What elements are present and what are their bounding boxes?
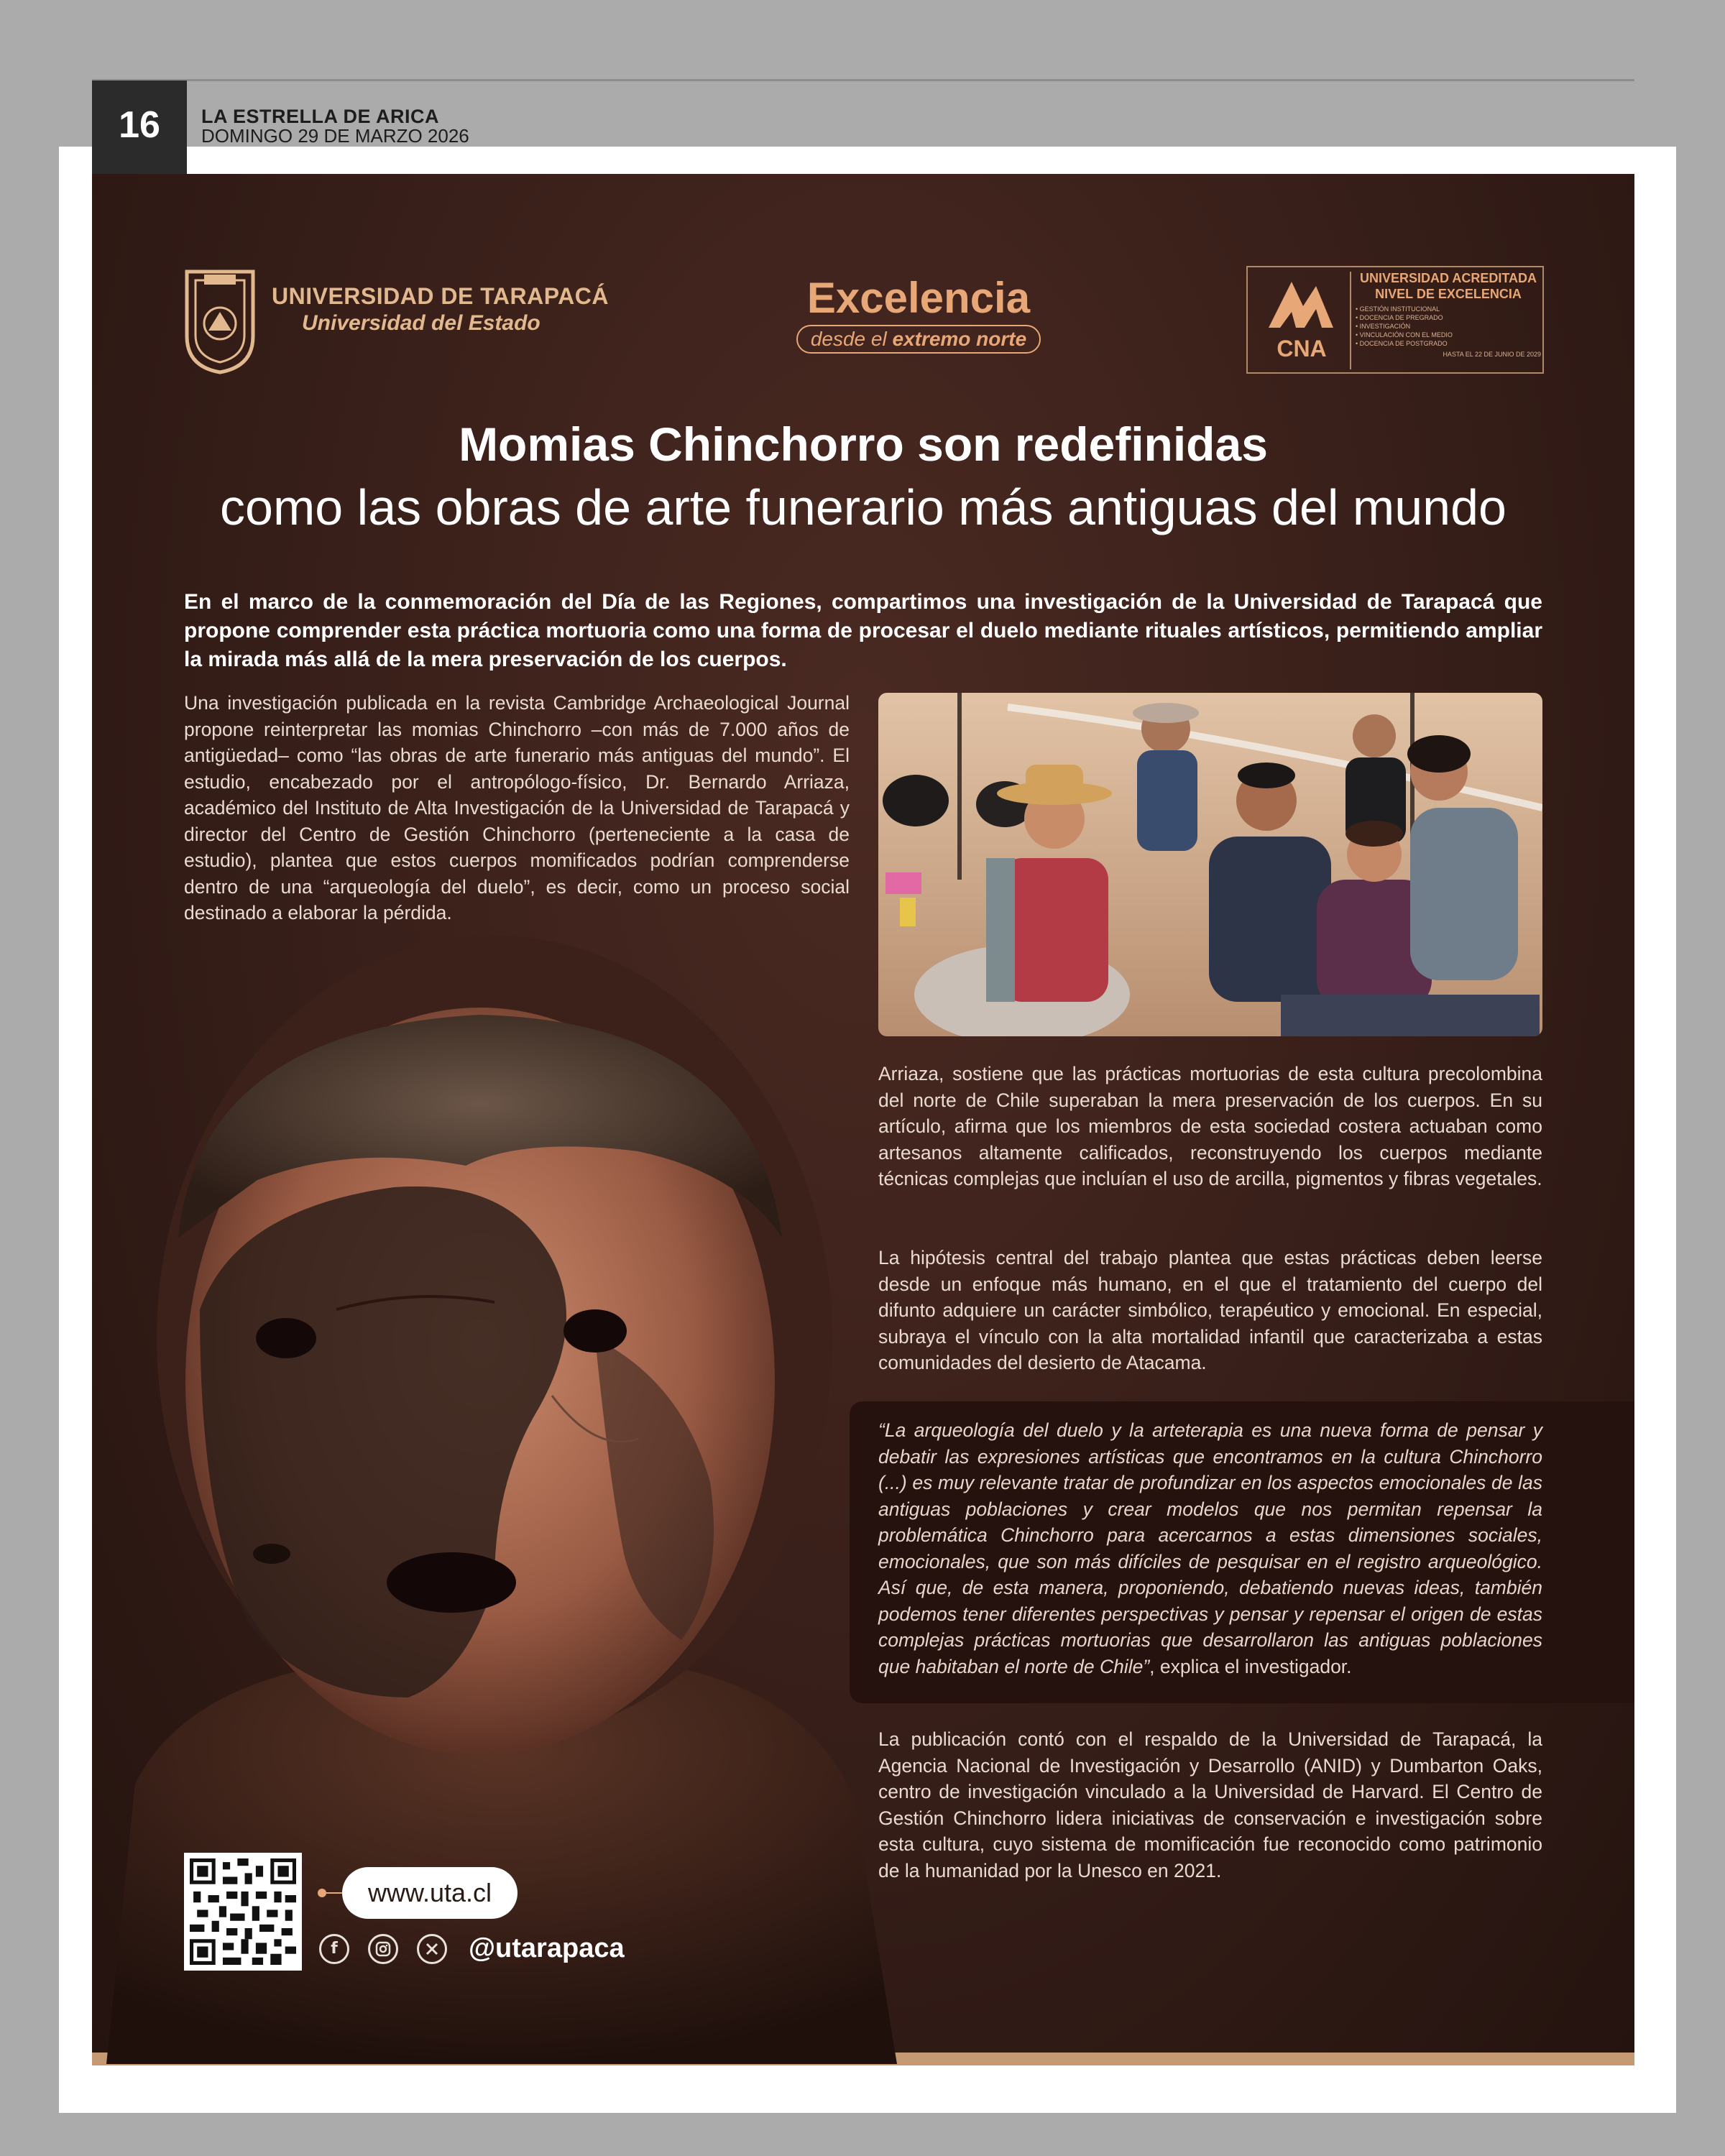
website-pointer-dot bbox=[318, 1889, 326, 1897]
qr-code-icon bbox=[190, 1858, 296, 1965]
accreditation-areas bbox=[1356, 305, 1541, 348]
university-wordmark bbox=[272, 283, 609, 336]
x-glyph-icon bbox=[425, 1942, 439, 1956]
quote-text: “La arqueología del duelo y la arteterapia es una nueva forma de pensar y debatir las expresiones artísticas que encontramos en la cultura Chinchorro (...) es muy relevante tratar de profundizar en los aspectos emocionales de las antiguas poblaciones y crear modelos que nos permitan repensar la problemática Chinchorro para acercarnos a estas dimensiones sociales, emocionales, que son más difíciles de pesquisar en el registro arqueológico. Así que, de esta manera, proponiendo, debatiendo nuevas ideas, también podemos tener diferentes perspectivas y pensar y repensar el origen de estas complejas prácticas mortuorias que desarrollaron las antiguas poblaciones que habitaban el norte de Chile” bbox=[878, 1419, 1542, 1677]
website-link[interactable]: www.uta.cl bbox=[342, 1867, 518, 1919]
page-number: 16 bbox=[92, 80, 187, 174]
instagram-glyph-icon bbox=[375, 1941, 391, 1957]
issue-date: DOMINGO 29 DE MARZO 2026 bbox=[201, 125, 469, 147]
cna-logo bbox=[1254, 272, 1351, 369]
newspaper-name: LA ESTRELLA DE ARICA bbox=[201, 106, 439, 127]
accreditation-area: • INVESTIGACIÓN bbox=[1356, 322, 1541, 331]
quote-attribution: , explica el investigador. bbox=[1149, 1655, 1352, 1677]
accreditation-until: HASTA EL 22 DE JUNIO DE 2029 bbox=[1443, 351, 1541, 358]
instagram-icon[interactable] bbox=[368, 1934, 398, 1964]
accreditation-area: • DOCENCIA DE PREGRADO bbox=[1356, 313, 1541, 322]
accreditation-area: • DOCENCIA DE POSTGRADO bbox=[1356, 339, 1541, 348]
accreditation-area: • VINCULACIÓN CON EL MEDIO bbox=[1356, 331, 1541, 339]
university-shield-logo bbox=[183, 267, 257, 375]
researcher-quote bbox=[878, 1417, 1542, 1680]
accreditation-badge bbox=[1246, 266, 1544, 374]
excellence-sub-emphasis: extremo norte bbox=[892, 328, 1027, 350]
body-paragraph-3: La hipótesis central del trabajo plantea que estas prácticas deben leerse desde un enfoque más humano, en el que el tratamiento del cuerpo del difunto adquiere un carácter simbólico, terapéutico y emocional. En especial, subraya el vínculo con la alta mortalidad infantil que caracterizaba a estas comunidades del desierto de Atacama. bbox=[878, 1247, 1542, 1373]
website-pointer-line bbox=[326, 1892, 342, 1894]
lead-paragraph: En el marco de la conmemoración del Día de las Regiones, compartimos una investigación de la Universidad de Tarapacá que propone comprender esta práctica mortuoria como una forma de procesar el duelo mediante rituales artísticos, permitiendo ampliar la mirada más allá de la mera preservación de los cuerpos. bbox=[184, 590, 1542, 671]
advertorial-panel bbox=[92, 174, 1634, 2064]
subheadline: como las obras de arte funerario más antiguas del mundo bbox=[220, 479, 1506, 535]
social-handle[interactable]: @utarapaca bbox=[469, 1933, 625, 1963]
page-header bbox=[201, 106, 469, 145]
quote-box bbox=[850, 1401, 1634, 1703]
excellence-title: Excelencia bbox=[806, 274, 1031, 322]
excellence-sub-prefix: desde el bbox=[810, 328, 887, 350]
university-name: UNIVERSIDAD DE TARAPACÁ bbox=[272, 283, 609, 309]
excellence-badge bbox=[789, 275, 1048, 354]
accreditation-title-1: UNIVERSIDAD ACREDITADA bbox=[1359, 271, 1537, 285]
x-icon[interactable] bbox=[417, 1934, 447, 1964]
social-links bbox=[319, 1933, 625, 1964]
body-paragraph-2: Arriaza, sostiene que las prácticas mortuorias de esta cultura precolombina del norte de Chile superaban la mera preservación de los cuerpos. En su artículo, afirma que los miembros de esta sociedad costera actuaban como artesanos altamente calificados, reconstruyendo los cuerpos mediante técnicas complejas que incluían el uso de arcilla, pigmentos y fibras vegetales. bbox=[878, 1063, 1542, 1189]
accreditation-title-2: NIVEL DE EXCELENCIA bbox=[1375, 287, 1522, 301]
excellence-subtitle bbox=[796, 325, 1041, 354]
body-paragraph-1: Una investigación publicada en la revista Cambridge Archaeological Journal propone reinterpretar las momias Chinchorro –con más de 7.000 años de antigüedad– como “las obras de arte funerario más antiguas del mundo”. El estudio, encabezado por el antropólogo-físico, Dr. Bernardo Arriaza, académico del Instituto de Alta Investigación de la Universidad de Tarapacá y director del Centro de Gestión Chinchorro (perteneciente a la casa de estudio), plantea que estos cuerpos momificados podrían comprenderse dentro de una “arqueología del duelo”, es decir, como un proceso social destinado a elaborar la pérdida. bbox=[184, 692, 850, 923]
research-team-photo bbox=[878, 693, 1542, 1036]
cna-mark-icon bbox=[1259, 272, 1345, 336]
body-paragraph-4: La publicación contó con el respaldo de la Universidad de Tarapacá, la Agencia Nacional de Investigación y Desarrollo (ANID) y Dumbarton Oaks, centro de investigación vinculado a la Universidad de Harvard. El Centro de Gestión Chinchorro lidera iniciativas de conservación e investigación sobre esta cultura, cuyo sistema de momificación fue reconocido como patrimonio de la humanidad por la Unesco en 2021. bbox=[878, 1728, 1542, 1881]
accreditation-details bbox=[1356, 270, 1541, 358]
qr-code[interactable] bbox=[184, 1853, 302, 1971]
facebook-icon[interactable]: f bbox=[319, 1934, 349, 1964]
university-subtitle: Universidad del Estado bbox=[302, 311, 540, 335]
top-rule bbox=[92, 79, 1634, 81]
headline: Momias Chinchorro son redefinidas bbox=[459, 418, 1268, 471]
cna-word: CNA bbox=[1276, 336, 1327, 361]
accreditation-area: • GESTIÓN INSTITUCIONAL bbox=[1356, 305, 1541, 313]
